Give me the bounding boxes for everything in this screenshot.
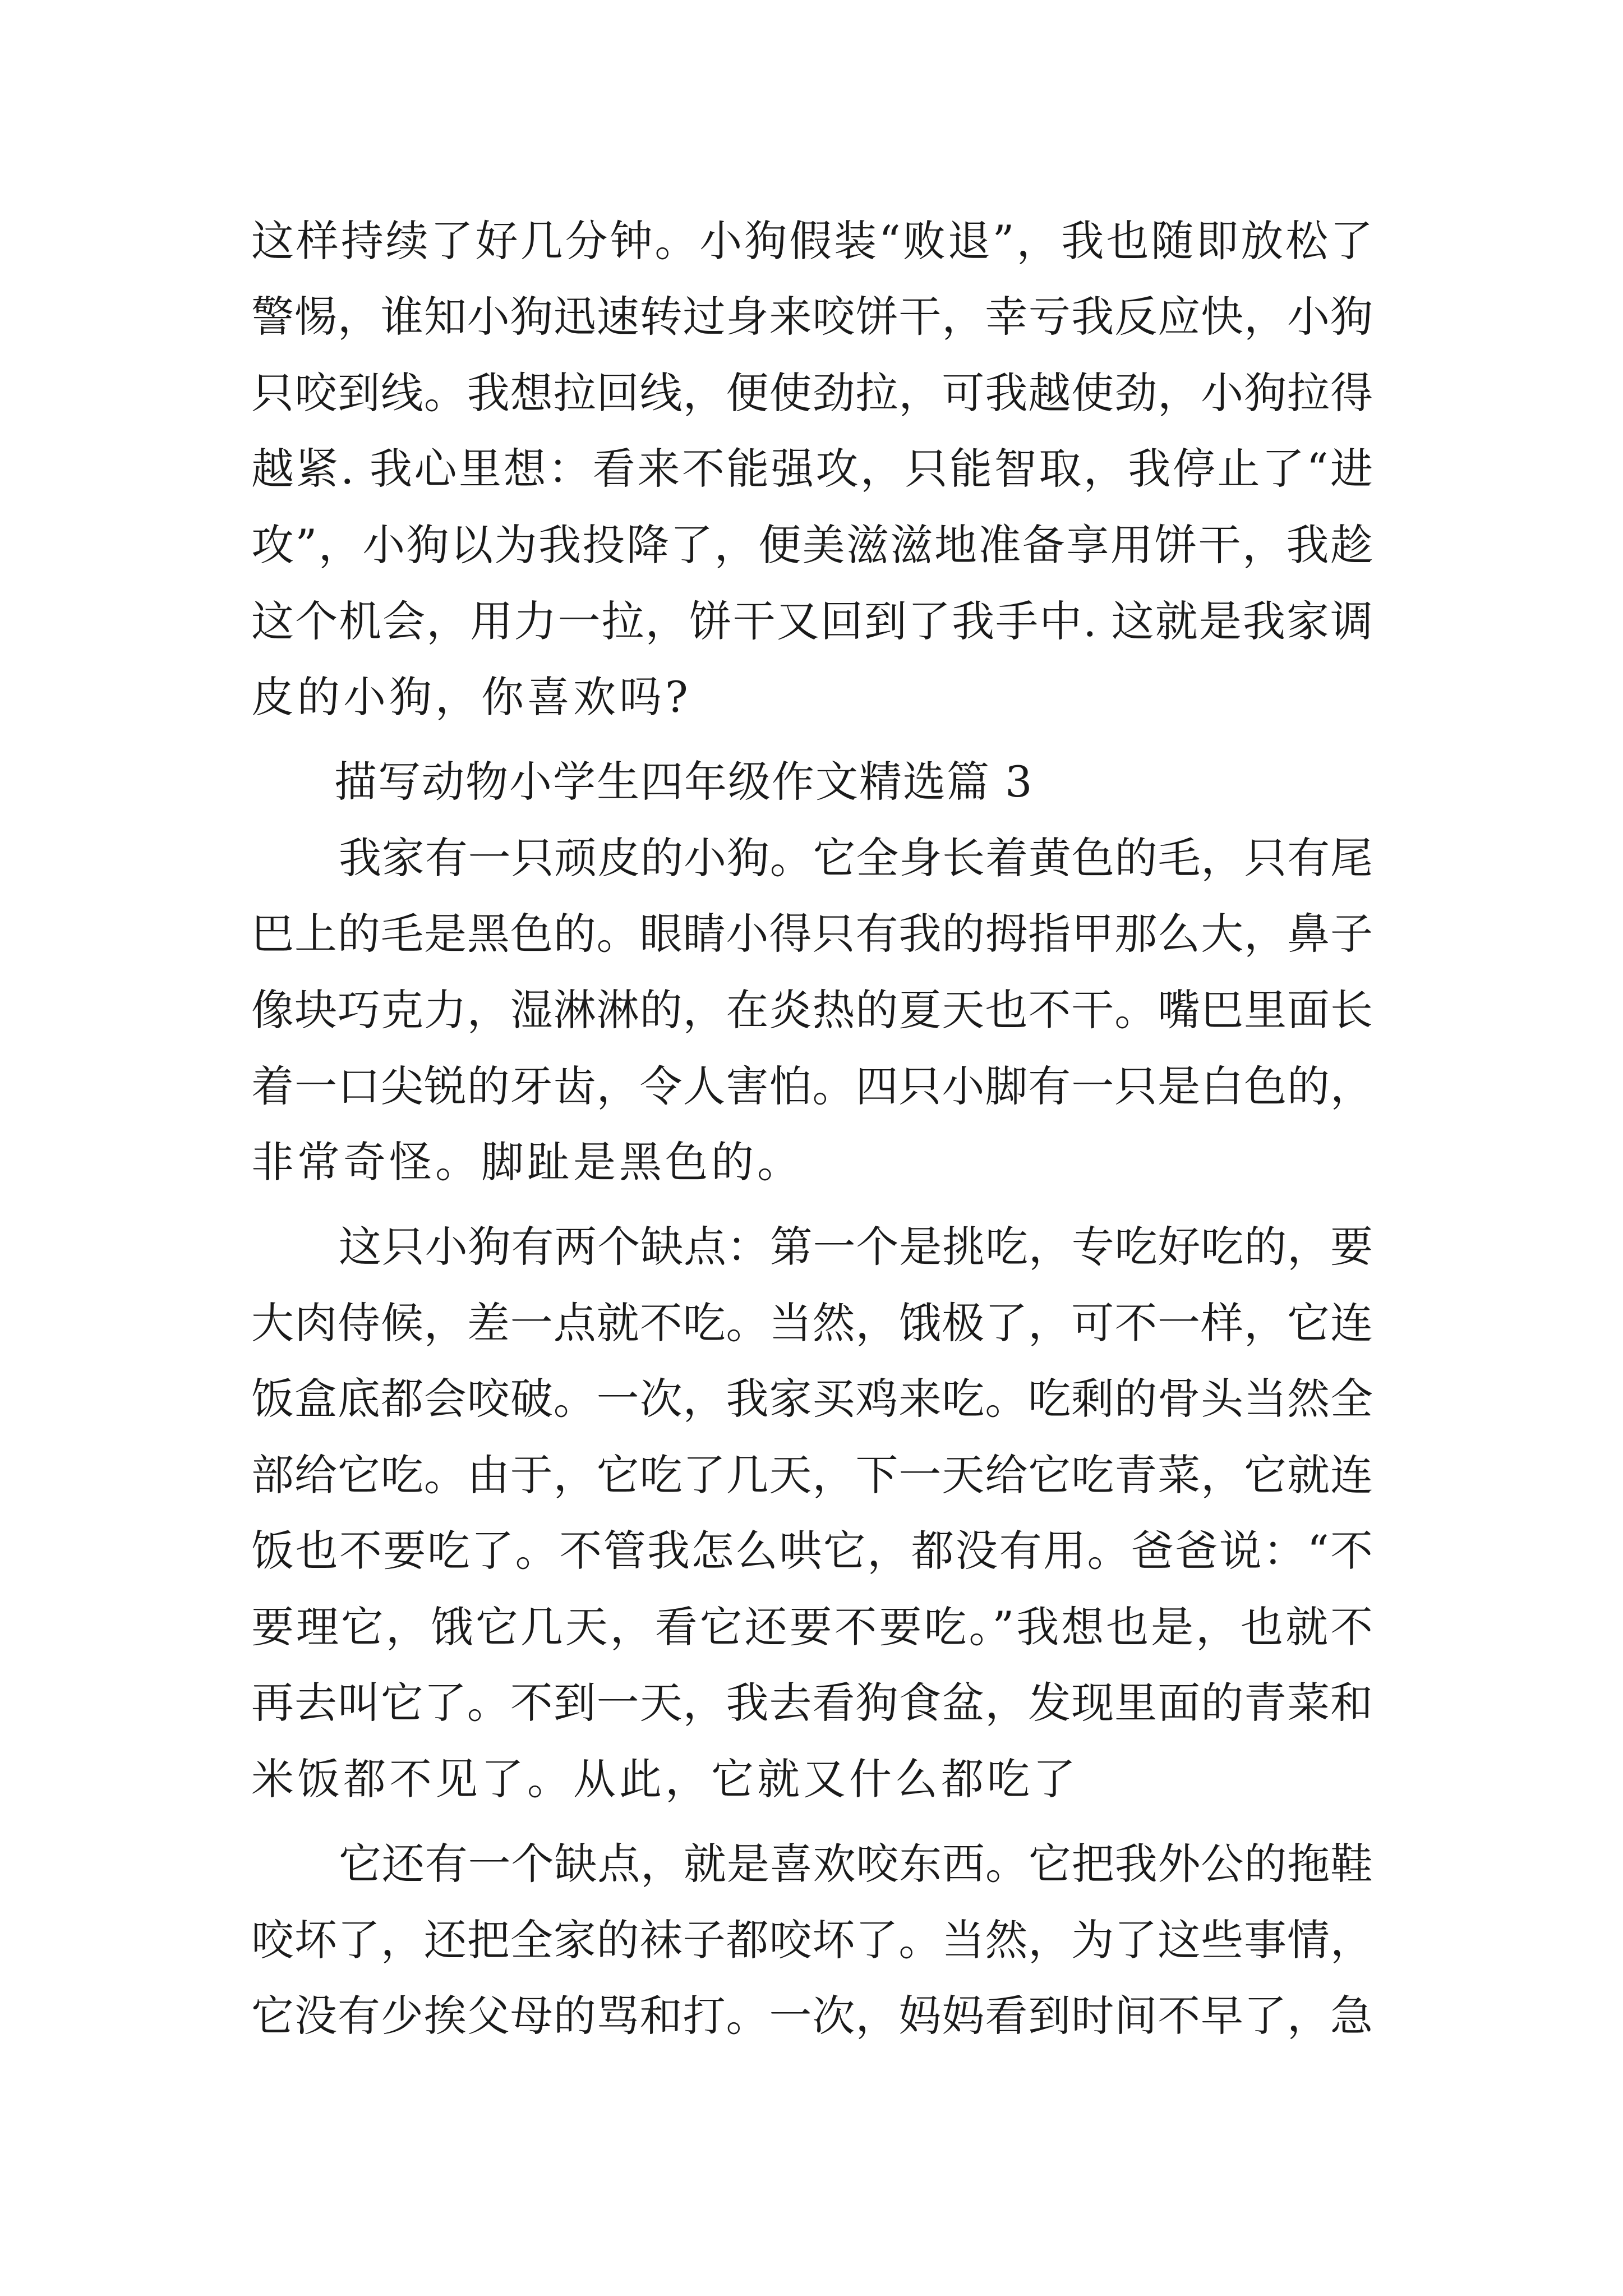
text-line: 大肉侍候，差一点就不吃。当然，饿极了，可不一样，它连 [251,1298,1373,1348]
text-line: 像块巧克力，湿淋淋的，在炎热的夏天也不干。嘴巴里面长 [251,985,1373,1035]
text-line: 米饭都不见了。从此，它就又什么都吃了 [251,1754,1079,1804]
text-line: 我家有一只顽皮的小狗。它全身长着黄色的毛，只有尾 [339,833,1373,883]
text-line: 这样持续了好几分钟。小狗假装“败退”，我也随即放松了 [251,216,1373,266]
text-line: 越紧. 我心里想：看来不能强攻，只能智取，我停止了“进 [251,444,1373,494]
text-line: 它没有少挨父母的骂和打。一次，妈妈看到时间不早了，急 [251,1991,1373,2041]
text-line: 着一口尖锐的牙齿，令人害怕。四只小脚有一只是白色的， [251,1061,1373,1111]
text-line: 非常奇怪。脚趾是黑色的。 [251,1137,803,1187]
text-line: 部给它吃。由于，它吃了几天，下一天给它吃青菜，它就连 [251,1450,1373,1500]
text-line: 皮的小狗，你喜欢吗? [251,672,691,722]
text-line: 攻”，小狗以为我投降了，便美滋滋地准备享用饼干，我趁 [251,520,1373,570]
text-line: 警惕，谁知小狗迅速转过身来咬饼干，幸亏我反应快，小狗 [251,292,1373,342]
text-line: 只咬到线。我想拉回线，便使劲拉，可我越使劲，小狗拉得 [251,368,1373,418]
text-line: 这只小狗有两个缺点：第一个是挑吃，专吃好吃的，要 [339,1222,1373,1272]
text-line: 这个机会，用力一拉，饼干又回到了我手中. 这就是我家调 [251,596,1373,646]
text-line: 饭也不要吃了。不管我怎么哄它，都没有用。爸爸说：“不 [251,1526,1373,1576]
text-line: 巴上的毛是黑色的。眼睛小得只有我的拇指甲那么大，鼻子 [251,909,1373,959]
text-line: 饭盒底都会咬破。一次，我家买鸡来吃。吃剩的骨头当然全 [251,1374,1373,1424]
text-line: 要理它，饿它几天，看它还要不要吃。”我想也是，也就不 [251,1602,1373,1652]
text-line: 咬坏了，还把全家的袜子都咬坏了。当然，为了这些事情， [251,1915,1373,1965]
text-line: 再去叫它了。不到一天，我去看狗食盆，发现里面的青菜和 [251,1678,1373,1728]
text-line: 它还有一个缺点，就是喜欢咬东西。它把我外公的拖鞋 [339,1839,1373,1889]
section-heading: 描写动物小学生四年级作文精选篇 3 [334,757,1034,807]
